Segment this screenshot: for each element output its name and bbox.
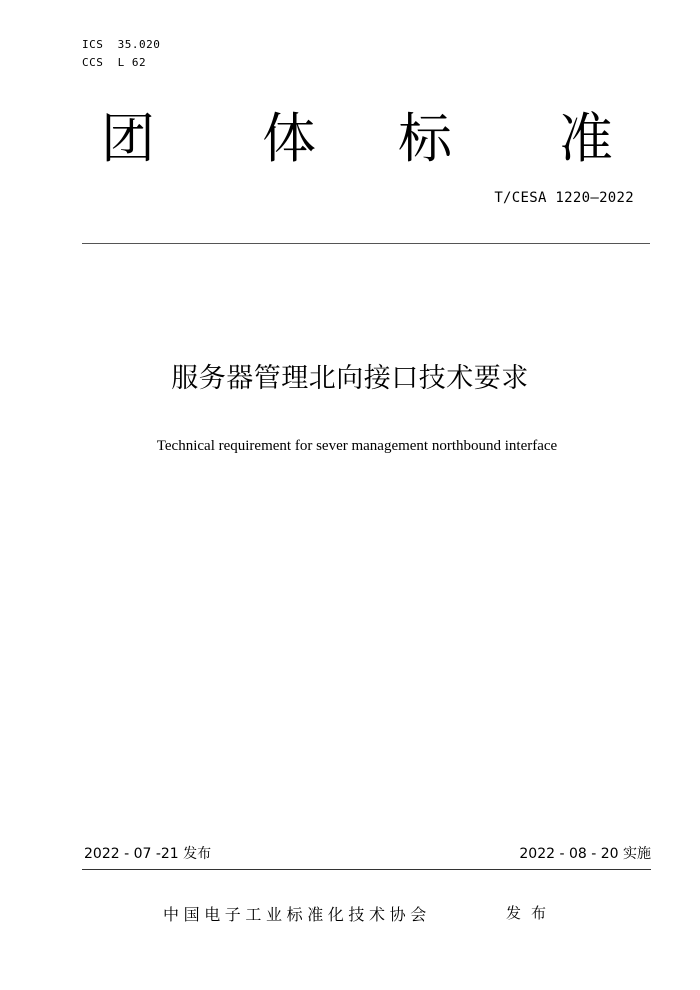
classification-codes — [82, 36, 160, 72]
issue-date: 2022 - 07 -21 发布 — [84, 846, 212, 862]
publisher-name: 中国电子工业标准化技术协会 — [163, 905, 431, 924]
standard-number: T/CESA 1220—2022 — [494, 190, 634, 206]
doc-type-char-2: 体 — [262, 107, 316, 170]
publish-label: 发布 — [506, 904, 557, 922]
header-divider — [82, 243, 650, 244]
chinese-title: 服务器管理北向接口技术要求 — [171, 363, 529, 394]
ccs-code: CCS L 62 — [82, 56, 147, 69]
implementation-date: 2022 - 08 - 20 实施 — [519, 846, 651, 862]
doc-type-char-3: 标 — [398, 107, 452, 170]
footer-divider — [82, 869, 651, 870]
doc-type-char-1: 团 — [101, 107, 155, 170]
doc-type-char-4: 准 — [559, 107, 613, 170]
ics-code: ICS 35.020 — [82, 38, 161, 51]
english-title: Technical requirement for sever management northbound interface — [156, 438, 558, 454]
document-type-heading — [0, 104, 700, 174]
